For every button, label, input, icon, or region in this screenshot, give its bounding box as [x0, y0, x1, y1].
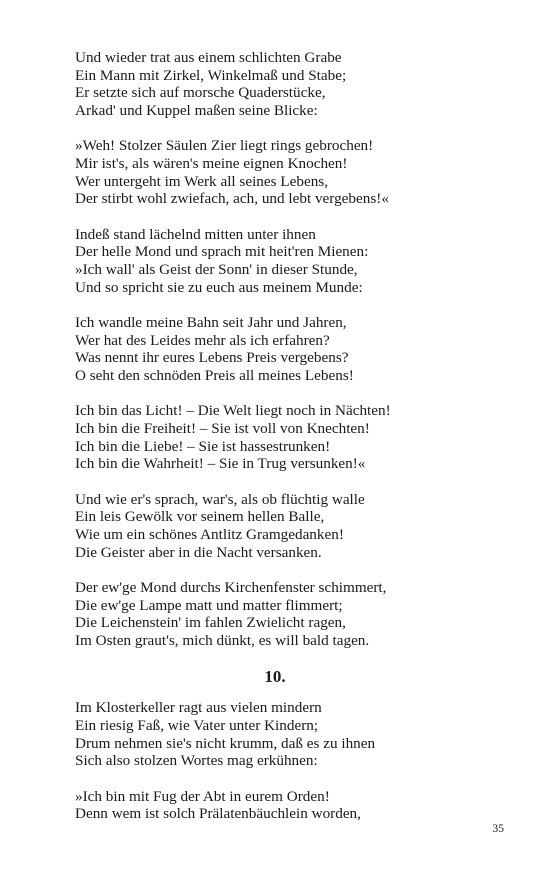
verse-line: Ich bin die Liebe! – Sie ist hassestrunken!: [75, 437, 331, 455]
verse-line: Wie um ein schönes Antlitz Gramgedanken!: [75, 525, 344, 543]
verse-line: Mir ist's, als wären's meine eignen Knochen!: [75, 155, 348, 173]
verse-line: Drum nehmen sie's nicht krumm, daß es zu ihnen: [75, 734, 376, 752]
verse-line: O seht den schnöden Preis all meines Lebens!: [75, 367, 354, 385]
verse-line: Er setzte sich auf morsche Quaderstücke,: [75, 84, 326, 102]
verse-line: Denn wem ist solch Prälatenbäuchlein worden,: [75, 805, 361, 823]
verse-line: Ich wandle meine Bahn seit Jahr und Jahren,: [75, 313, 347, 331]
verse-line: Der ew'ge Mond durchs Kirchenfenster schimmert,: [75, 578, 387, 596]
verse-line: Arkad' und Kuppel maßen seine Blicke:: [75, 102, 318, 120]
stanza: [75, 579, 515, 650]
verse-line: Der stirbt wohl zwiefach, ach, und lebt vergebens!«: [75, 190, 389, 208]
verse-line: Und so spricht sie zu euch aus meinem Munde:: [75, 278, 363, 296]
verse-line: Wer untergeht im Werk all seines Lebens,: [75, 172, 328, 190]
stanza: [75, 137, 515, 208]
verse-line: Wer hat des Leides mehr als ich erfahren?: [75, 331, 330, 349]
verse-line: »Ich wall' als Geist der Sonn' in dieser Stunde,: [75, 261, 358, 279]
verse-line: Ein Mann mit Zirkel, Winkelmaß und Stabe;: [75, 66, 347, 84]
stanza: [75, 402, 515, 473]
verse-line: Die ew'ge Lampe matt und matter flimmert;: [75, 596, 343, 614]
section-heading: 10.: [264, 667, 286, 687]
verse-line: Im Osten graut's, mich dünkt, es will bald tagen.: [75, 631, 370, 649]
verse-line: Im Klosterkeller ragt aus vielen mindern: [75, 699, 322, 717]
poem-part-1: [75, 49, 515, 650]
stanza: [75, 314, 515, 385]
verse-line: Ein riesig Faß, wie Vater unter Kindern;: [75, 716, 319, 734]
verse-line: Ein leis Gewölk vor seinem hellen Balle,: [75, 508, 325, 526]
stanza: [75, 226, 515, 297]
verse-line: Ich bin das Licht! – Die Welt liegt noch in Nächten!: [75, 402, 391, 420]
stanza: [75, 788, 515, 823]
verse-line: Was nennt ihr eures Lebens Preis vergebens?: [75, 349, 349, 367]
page-body: [75, 49, 515, 840]
verse-line: Und wieder trat aus einem schlichten Grabe: [75, 49, 342, 66]
verse-line: Indeß stand lächelnd mitten unter ihnen: [75, 225, 316, 243]
stanza: [75, 491, 515, 562]
verse-line: Ich bin die Wahrheit! – Sie in Trug versunken!«: [75, 455, 366, 473]
verse-line: Und wie er's sprach, war's, als ob flüchtig walle: [75, 490, 365, 508]
page-number: 35: [492, 823, 504, 835]
verse-line: »Weh! Stolzer Säulen Zier liegt rings gebrochen!: [75, 137, 374, 155]
verse-line: »Ich bin mit Fug der Abt in eurem Orden!: [75, 787, 330, 805]
stanza: [75, 699, 515, 770]
verse-line: Die Leichenstein' im fahlen Zwielicht ragen,: [75, 614, 346, 632]
verse-line: Der helle Mond und sprach mit heit'ren Mienen:: [75, 243, 369, 261]
verse-line: Ich bin die Freiheit! – Sie ist voll von Knechten!: [75, 419, 370, 437]
stanza: [75, 49, 515, 120]
poem-part-2: [75, 699, 515, 823]
verse-line: Die Geister aber in die Nacht versanken.: [75, 543, 322, 561]
verse-line: Sich also stolzen Wortes mag erkühnen:: [75, 752, 318, 770]
